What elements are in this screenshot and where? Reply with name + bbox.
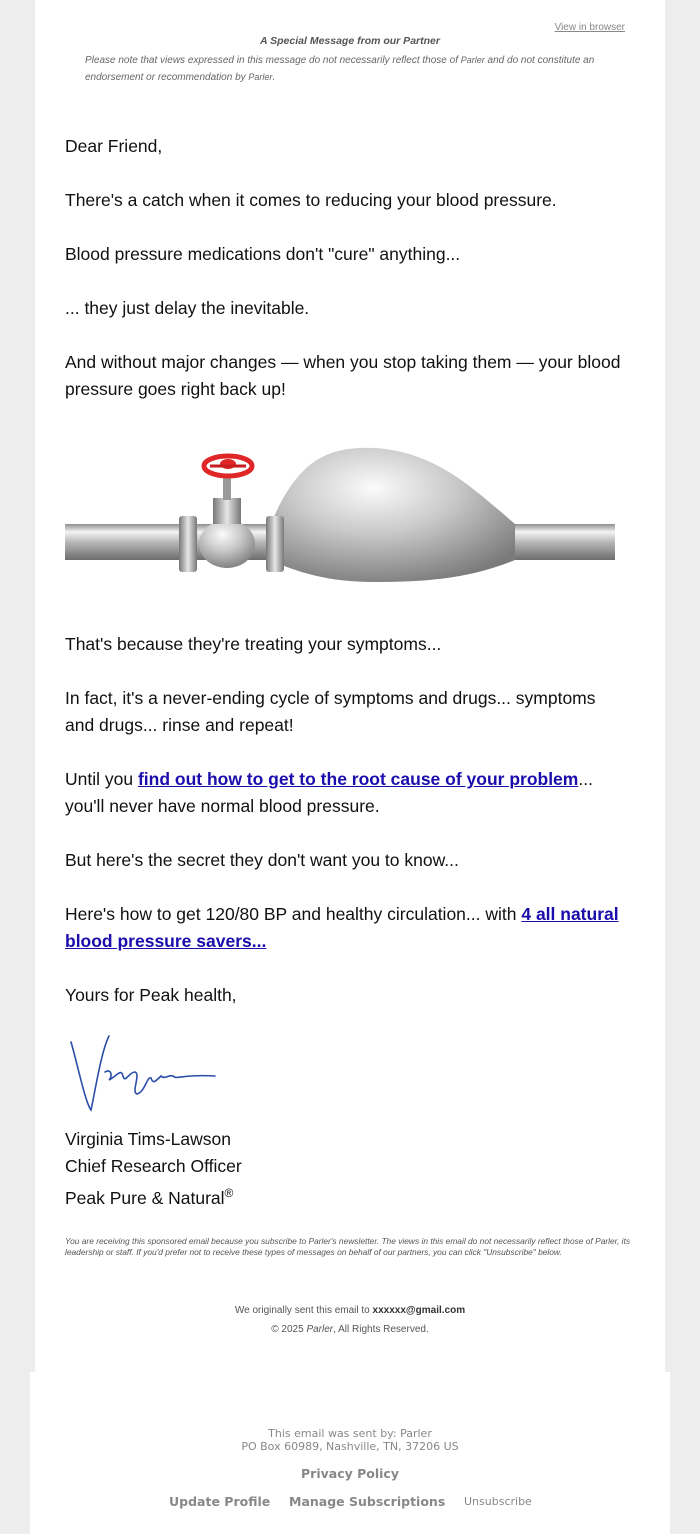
email-card bbox=[35, 0, 665, 1372]
pipe-valve-image bbox=[65, 440, 615, 590]
root-cause-link[interactable]: find out how to get to the root cause of your problem bbox=[137, 769, 579, 789]
update-profile-link[interactable]: Update Profile bbox=[169, 1494, 271, 1509]
unsubscribe-link[interactable]: Unsubscribe bbox=[464, 1495, 532, 1508]
paragraph-4: And without major changes — when you stop taking them — your blood pressure goes right back up! bbox=[65, 352, 621, 399]
right-flange bbox=[266, 516, 284, 572]
privacy-policy-link[interactable]: Privacy Policy bbox=[301, 1466, 399, 1481]
pipe-bulge bbox=[270, 448, 515, 582]
view-in-browser-link[interactable]: View in browser bbox=[554, 22, 625, 33]
paragraph-8: But here's the secret they don't want you to know... bbox=[65, 850, 459, 870]
left-flange bbox=[179, 516, 197, 572]
signer-name: Virginia Tims-Lawson bbox=[65, 1129, 231, 1149]
paragraph-1: There's a catch when it comes to reducing your blood pressure. bbox=[65, 190, 557, 210]
sent-to-line: We originally sent this email to xxxxxx@gmail.com bbox=[234, 1305, 466, 1316]
paragraph-6: In fact, it's a never-ending cycle of symptoms and drugs... symptoms and drugs... rinse and repeat! bbox=[65, 688, 596, 735]
copyright-line: © 2025 Parler, All Rights Reserved. bbox=[271, 1324, 429, 1335]
email-footer bbox=[30, 1372, 670, 1534]
valve-body bbox=[199, 520, 255, 568]
legal-notice: You are receiving this sponsored email because you subscribe to Parler's newsletter. The views in this email do not necessarily reflect those of Parler, its leadership or staff. If you'd prefer not to receive these types of messages on behalf of our partners, you can click "Unsubscribe" below. bbox=[65, 1236, 631, 1257]
bp-savers-link[interactable]: 4 all natural blood pressure savers... bbox=[65, 904, 619, 951]
partner-title: A Special Message from our Partner bbox=[260, 35, 440, 47]
signature-block bbox=[65, 1126, 242, 1212]
paragraph-9: Here's how to get 120/80 BP and healthy circulation... with 4 all natural blood pressure savers... bbox=[65, 904, 619, 951]
paragraph-2: Blood pressure medications don't "cure" anything... bbox=[65, 244, 461, 264]
sent-by-line: This email was sent by: Parler bbox=[268, 1427, 432, 1440]
partner-disclaimer: Please note that views expressed in this message do not necessarily reflect those of Parler and do not constitute an endorsement or recommendation by Parler. bbox=[85, 55, 595, 83]
manage-subscriptions-link[interactable]: Manage Subscriptions bbox=[289, 1494, 446, 1509]
paragraph-3: ... they just delay the inevitable. bbox=[65, 298, 310, 318]
closing: Yours for Peak health, bbox=[65, 985, 237, 1005]
paragraph-5: That's because they're treating your symptoms... bbox=[65, 634, 442, 654]
signature-image bbox=[65, 1032, 225, 1118]
valve-bonnet bbox=[213, 498, 241, 524]
address-line: PO Box 60989, Nashville, TN, 37206 US bbox=[241, 1440, 459, 1453]
paragraph-7: Until you find out how to get to the root cause of your problem... you'll never have normal blood pressure. bbox=[65, 769, 593, 816]
greeting: Dear Friend, bbox=[65, 136, 163, 156]
signer-title: Chief Research Officer bbox=[65, 1156, 242, 1176]
signer-company: Peak Pure & Natural® bbox=[65, 1186, 234, 1208]
